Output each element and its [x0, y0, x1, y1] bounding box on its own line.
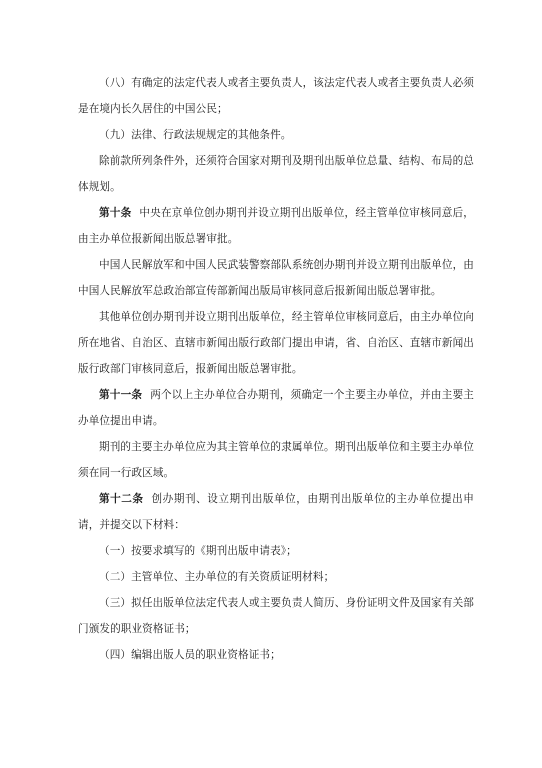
paragraph-text: 创办期刊、设立期刊出版单位，由期刊出版单位的主办单位提出申请，并提交以下材料：: [78, 493, 474, 531]
paragraph: [78, 434, 474, 486]
paragraph-text: （八）有确定的法定代表人或者主要负责人，该法定代表人或者主要负责人必须是在境内长久居住的中国公民；: [78, 77, 474, 115]
paragraph-text: （二）主管单位、主办单位的有关资质证明材料；: [99, 571, 335, 583]
paragraph-text: 中国人民解放军和中国人民武装警察部队系统创办期刊并设立期刊出版单位，由中国人民解放军总政治部宣传部新闻出版局审核同意后报新闻出版总署审批。: [78, 259, 474, 297]
paragraph: [78, 304, 474, 382]
paragraph-text: 其他单位创办期刊并设立期刊出版单位，经主管单位审核同意后，由主办单位向所在地省、自治区、直辖市新闻出版行政部门提出申请，省、自治区、直辖市新闻出版行政部门审核同意后，报新闻出版总署审批。: [78, 311, 474, 375]
paragraph: [78, 590, 474, 642]
paragraph-text: （九）法律、行政法规规定的其他条件。: [99, 129, 292, 141]
paragraph: [78, 564, 474, 590]
article-label: 第十一条: [99, 389, 143, 401]
paragraph: [78, 122, 474, 148]
paragraph-text: （三）拟任出版单位法定代表人或主要负责人简历、身份证明文件及国家有关部门颁发的职业资格证书；: [78, 597, 474, 635]
paragraph: [78, 538, 474, 564]
paragraph: [78, 642, 474, 668]
paragraph: [78, 382, 474, 434]
paragraph: [78, 200, 474, 252]
paragraph-text: （四）编辑出版人员的职业资格证书；: [99, 649, 281, 661]
paragraph-text: 两个以上主办单位合办期刊，须确定一个主要主办单位，并由主要主办单位提出申请。: [78, 389, 474, 427]
paragraph-text: 中央在京单位创办期刊并设立期刊出版单位，经主管单位审核同意后，由主办单位报新闻出版总署审批。: [78, 207, 474, 245]
paragraph-text: 期刊的主要主办单位应为其主管单位的隶属单位。期刊出版单位和主要主办单位须在同一行政区域。: [78, 441, 474, 479]
paragraph: [78, 70, 474, 122]
paragraph-text: （一）按要求填写的《期刊出版申请表》；: [99, 545, 297, 557]
paragraph: [78, 252, 474, 304]
article-label: 第十条: [99, 207, 132, 219]
paragraph: [78, 148, 474, 200]
paragraph: [78, 486, 474, 538]
document-page: [78, 70, 474, 668]
paragraph-text: 除前款所列条件外，还须符合国家对期刊及期刊出版单位总量、结构、布局的总体规划。: [78, 155, 474, 193]
article-label: 第十二条: [99, 493, 144, 505]
